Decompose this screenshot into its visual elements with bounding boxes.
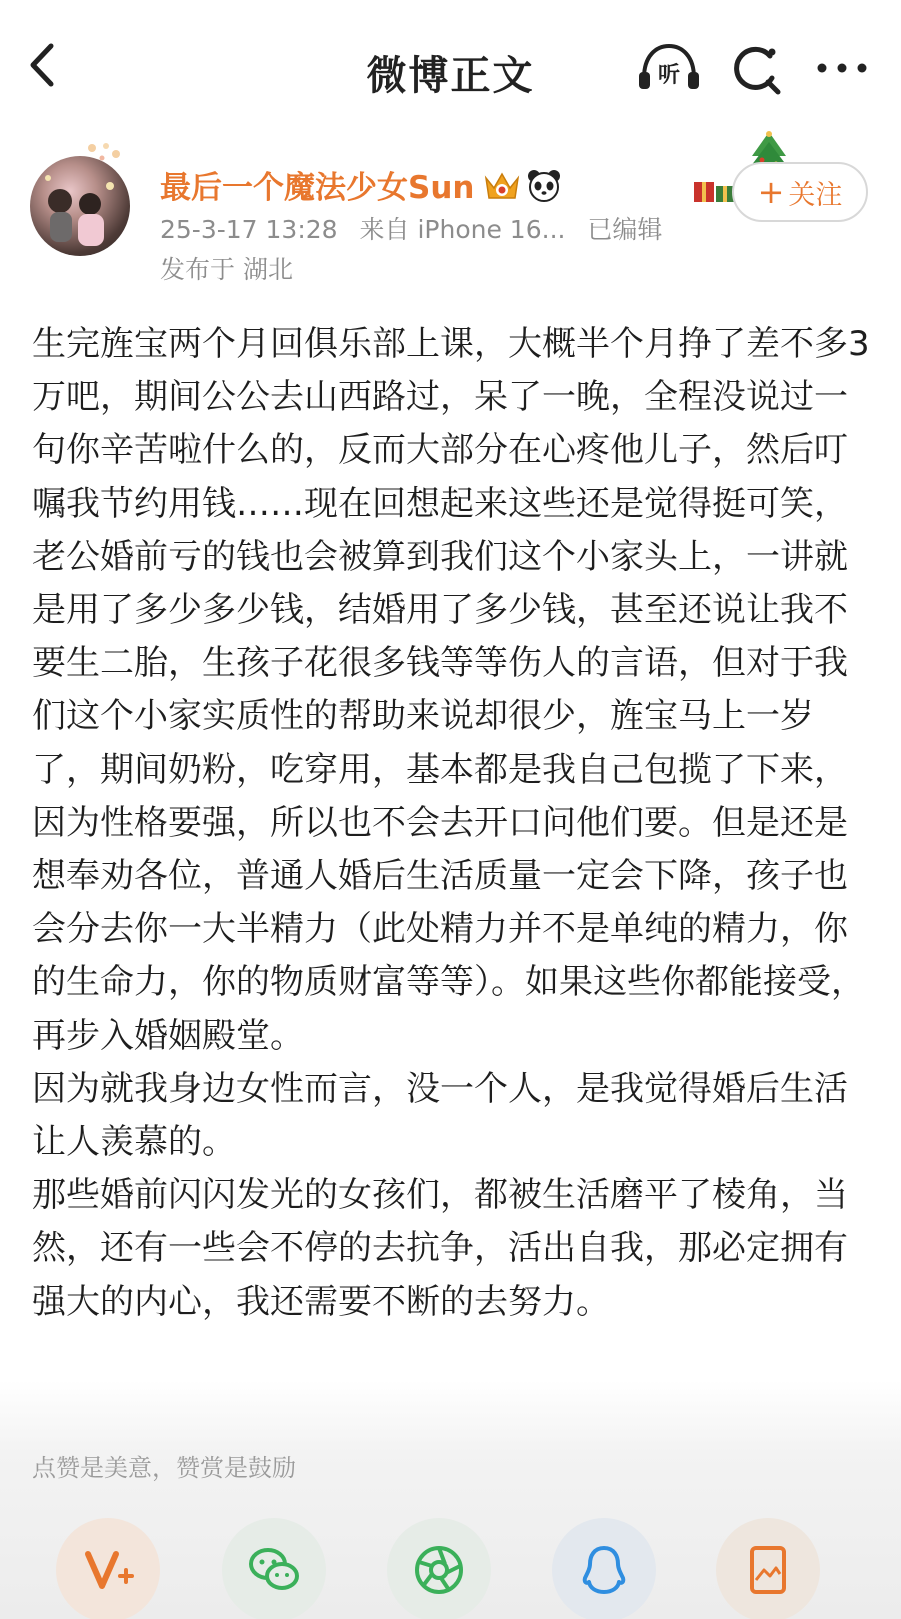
post-location: 发布于 湖北 [160,255,293,284]
post-paragraph: 那些婚前闪闪发光的女孩们，都被生活磨平了棱角，当然，还有一些会不停的去抗争，活出自我，那必定拥有强大的内心，我还需要不断的去努力。 [32,1175,848,1322]
reward-button[interactable] [56,1518,160,1619]
crown-badge-icon[interactable] [482,168,522,202]
share-save-image-button[interactable] [716,1518,820,1619]
wechat-icon [246,1542,302,1598]
more-button[interactable] [812,56,872,80]
panda-icon [526,168,562,202]
post-meta [160,210,676,246]
share-bar [0,1510,901,1619]
post-paragraph: 因为就我身边女性而言，没一个人，是我觉得婚后生活让人羡慕的。 [32,1068,848,1163]
headphones-icon [636,42,702,92]
reward-caption: 点赞是美意，赞赏是鼓励 [32,1454,296,1482]
edited-badge[interactable]: 已编辑 [587,215,663,244]
author-name-row [160,162,562,207]
listen-label: 听 [657,63,681,88]
post-source: 来自 iPhone 16... [359,215,566,244]
search-icon [728,42,784,98]
reward-v-icon [80,1542,136,1598]
christmas-decoration-icon [82,140,126,180]
listen-button[interactable] [636,42,702,92]
top-nav-bar [0,0,901,130]
author-name[interactable]: 最后一个魔法少女Sun [160,170,475,206]
qq-penguin-icon [576,1542,632,1598]
search-button[interactable] [728,42,784,98]
post-body [32,318,878,1329]
post-timestamp: 25-3-17 13:28 [160,215,338,244]
post-paragraph: 生完旌宝两个月回俱乐部上课，大概半个月挣了差不多3万吧，期间公公去山西路过，呆了一晚，全程没说过一句你辛苦啦什么的，反而大部分在心疼他儿子，然后叮嘱我节约用钱……现在回想起来这些还是觉得挺可笑，老公婚前亏的钱也会被算到我们这个小家头上，一讲就是用了多少多少钱，结婚用了多少钱，甚至还说让我不要生二胎，生孩子花很多钱等等伤人的言语，但对于我们这个小家实质性的帮助来说却很少，旌宝马上一岁了，期间奶粉，吃穿用，基本都是我自己包揽了下来，因为性格要强，所以也不会去开口问他们要。但是还是想奉劝各位，普通人婚后生活质量一定会下降，孩子也会分去你一大半精力（此处精力并不是单纯的精力，你的生命力，你的物质财富等等）。如果这些你都能接受，再步入婚姻殿堂。 [32,324,870,1056]
plus-icon: + [757,173,785,211]
follow-button[interactable] [732,162,868,222]
follow-label: 关注 [788,179,843,211]
more-dots-icon [812,56,872,80]
share-qq-button[interactable] [552,1518,656,1619]
gift-icon [690,170,738,206]
save-image-icon [740,1542,796,1598]
moments-aperture-icon [411,1542,467,1598]
share-moments-button[interactable] [387,1518,491,1619]
author-header [0,140,901,300]
share-wechat-button[interactable] [222,1518,326,1619]
page-title: 微博正文 [366,53,535,99]
